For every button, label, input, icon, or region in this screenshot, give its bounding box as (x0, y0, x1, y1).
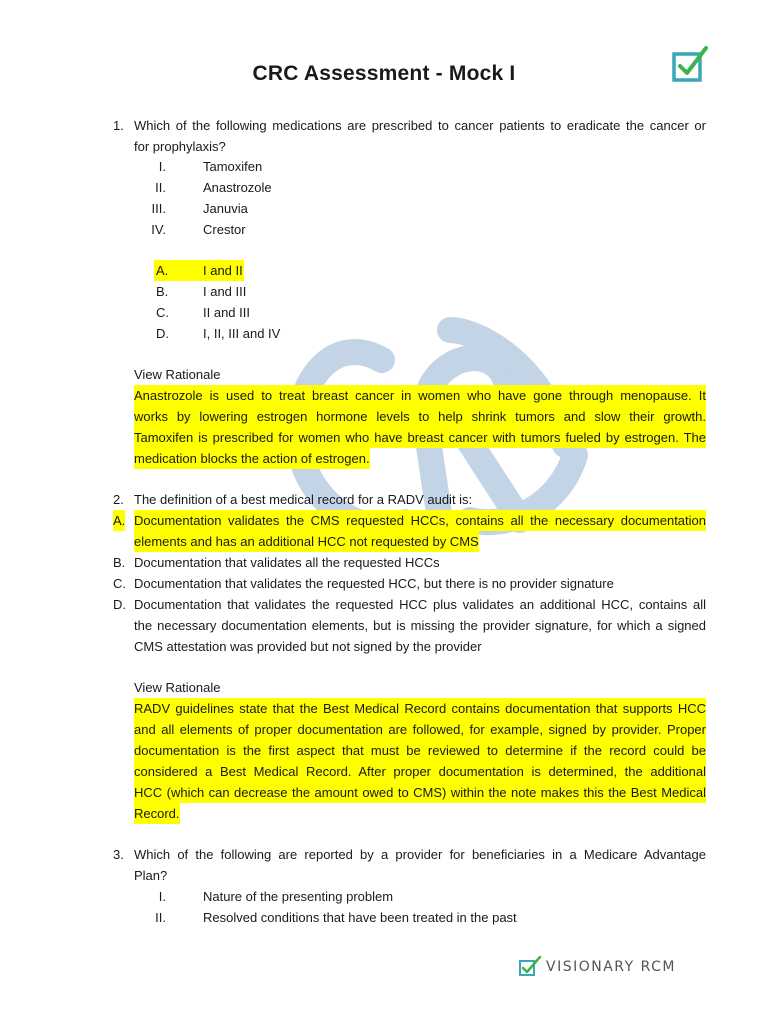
option-label[interactable]: A. (113, 510, 125, 531)
rationale-line: Tamoxifen is prescribed for women who have breast cancer with tumors fueled by estrogen. The (134, 427, 706, 448)
list-item: Nature of the presenting problem (203, 889, 394, 904)
option-text: I, II, III and IV (203, 326, 281, 341)
answer-option-correct[interactable] (154, 260, 244, 281)
rationale-line: HCC (which can decrease the amount owed to CMS) within the note makes this the Best Medical (134, 782, 706, 803)
rationale-line: and all elements of proper documentation are followed, for example, signed by provider. Proper (134, 719, 706, 740)
option-text: II and III (203, 305, 250, 320)
question-text: The definition of a best medical record for a RADV audit is: (134, 492, 473, 507)
list-item: Anastrozole (203, 180, 272, 195)
option-label: D. (156, 326, 169, 341)
rationale-line: medication blocks the action of estrogen. (134, 448, 370, 469)
list-item: Januvia (203, 201, 248, 216)
roman-label: I. (158, 159, 166, 174)
list-item: Crestor (203, 222, 246, 237)
answer-option[interactable] (154, 323, 354, 344)
checkbox-check-icon (670, 44, 710, 84)
roman-label: I. (158, 889, 166, 904)
option-text: I and II (203, 263, 243, 278)
question-text-line: for prophylaxis? (134, 139, 226, 154)
roman-label: II. (155, 180, 166, 195)
question-text-line: Plan? (134, 868, 168, 883)
rationale-line: Anastrozole is used to treat breast cancer in women who have gone through menopause. It (134, 385, 706, 406)
answer-option[interactable] (154, 281, 354, 302)
answer-option[interactable]: Documentation that validates the requested HCC plus validates an additional HCC, contains all (134, 597, 706, 612)
view-rationale-link[interactable]: View Rationale (134, 680, 221, 695)
rationale-line: works by lowering estrogen hormone levels to help shrink tumors and slow their growth. (134, 406, 706, 427)
answer-option[interactable]: Documentation that validates the requested HCC, but there is no provider signature (134, 576, 614, 591)
option-label: A. (156, 263, 169, 278)
option-text: I and III (203, 284, 247, 299)
list-item: Tamoxifen (203, 159, 263, 174)
roman-label: IV. (151, 222, 166, 237)
option-label[interactable]: C. (113, 576, 126, 591)
question-number: 1. (113, 118, 124, 133)
question-number: 3. (113, 847, 124, 862)
rationale-line: RADV guidelines state that the Best Medical Record contains documentation that supports HCC (134, 698, 706, 719)
option-label: C. (156, 305, 169, 320)
list-item: Resolved conditions that have been treated in the past (203, 910, 517, 925)
question-number: 2. (113, 492, 124, 507)
option-label: B. (156, 284, 169, 299)
question-text-line: Which of the following medications are prescribed to cancer patients to eradicate the cancer or (134, 118, 706, 133)
answer-option[interactable]: CMS attestation was provided but not signed by the provider (134, 639, 482, 654)
roman-label: II. (155, 910, 166, 925)
option-label[interactable]: B. (113, 555, 126, 570)
rationale-line: Record. (134, 803, 180, 824)
answer-option-correct[interactable]: elements and has an additional HCC not requested by CMS (134, 531, 479, 552)
view-rationale-link[interactable]: View Rationale (134, 367, 221, 382)
roman-label: III. (151, 201, 166, 216)
answer-option[interactable] (154, 302, 354, 323)
answer-option-correct[interactable]: Documentation validates the CMS requested HCCs, contains all the necessary documentation (134, 510, 706, 531)
rationale-line: considered a Best Medical Record. After proper documentation is determined, the additional (134, 761, 706, 782)
question-text-line: Which of the following are reported by a provider for beneficiaries in a Medicare Advantage (134, 847, 706, 862)
page-title: CRC Assessment - Mock I (252, 62, 516, 85)
answer-option[interactable]: Documentation that validates all the requested HCCs (134, 555, 440, 570)
rationale-line: documentation is the first aspect that must be reviewed to determine if the record could be (134, 740, 706, 761)
option-label[interactable]: D. (113, 597, 126, 612)
answer-option[interactable]: the necessary documentation elements, but is missing the provider signature, for which a signed (134, 618, 706, 633)
footer-brand: VISIONARY RCM (546, 959, 677, 975)
